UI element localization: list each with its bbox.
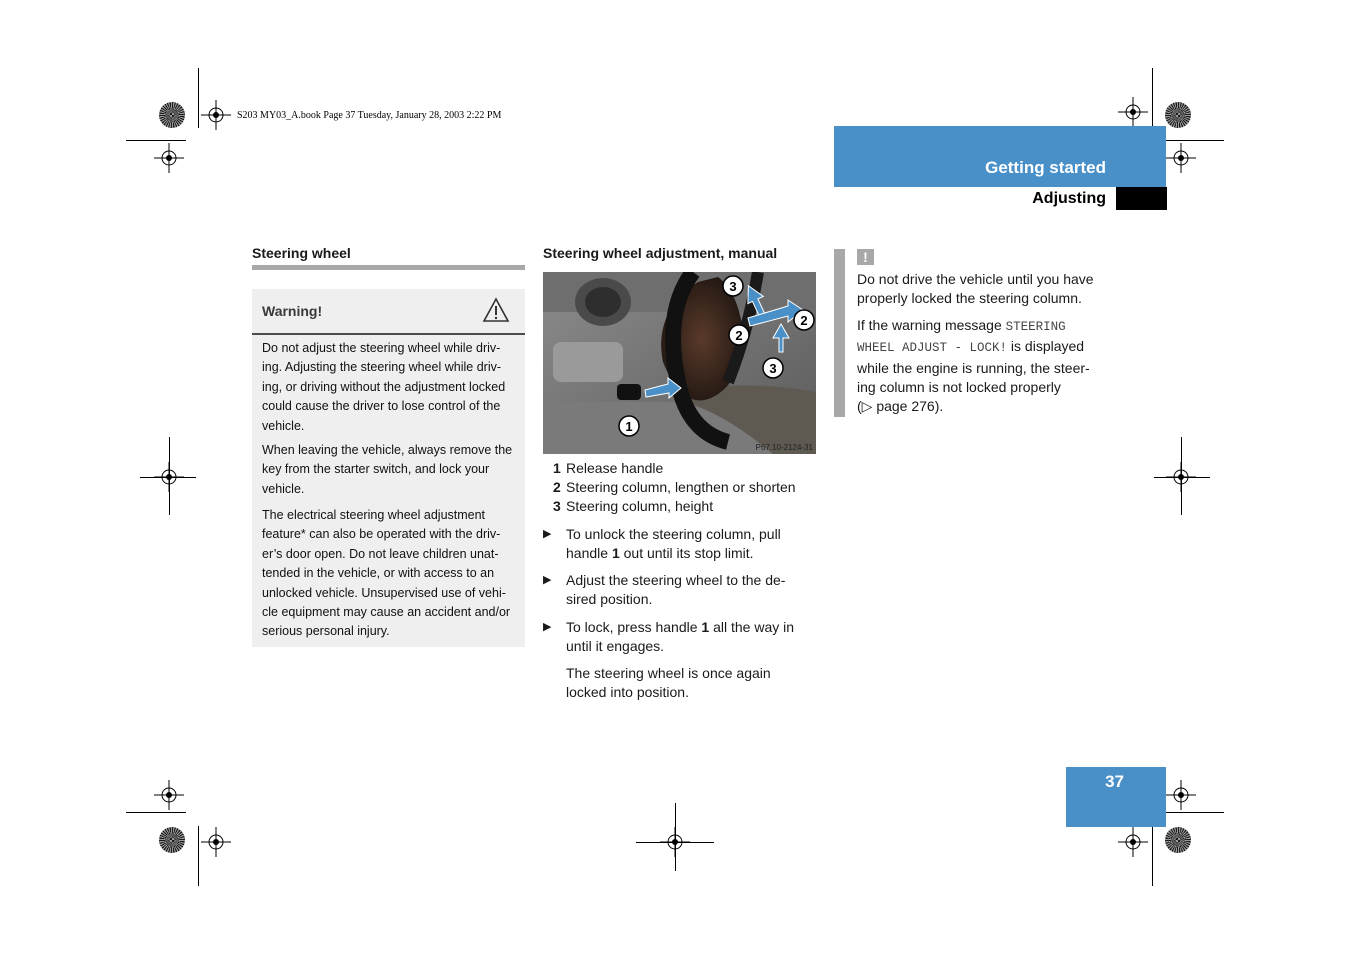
- crop-mark: [1164, 140, 1224, 141]
- figure-code: P67.10-2124-31: [755, 443, 813, 452]
- registration-target-icon: [154, 143, 184, 173]
- figure-callout: 2: [735, 328, 743, 343]
- bullet-arrow-icon: ▶: [543, 528, 552, 540]
- heading-rule: [252, 265, 525, 270]
- result-text: The steering wheel is once again locked into position.: [566, 665, 771, 700]
- color-rosette: [1165, 827, 1191, 853]
- bullet-arrow-icon: ▶: [543, 621, 552, 633]
- instruction-step: ▶ To unlock the steering column, pull handle 1 out until its stop limit.: [543, 526, 781, 561]
- crop-mark: [169, 437, 170, 515]
- color-rosette: [159, 827, 185, 853]
- warning-divider: [252, 333, 525, 335]
- crop-mark: [1152, 826, 1153, 886]
- figure-callout: 2: [800, 313, 808, 328]
- warning-paragraph: When leaving the vehicle, always remove the key from the starter switch, and lock your vehicle.: [262, 443, 513, 496]
- legend-item: 2 Steering column, lengthen or shorten: [553, 479, 796, 495]
- color-rosette: [159, 102, 185, 128]
- crop-mark: [636, 842, 714, 843]
- warning-paragraph: The electrical steering wheel adjustment feature* can also be operated with the driv-er’s door open. Do not leave children unat-tended in the vehicle, or with access to an unlocked vehicle. Unsupervised use of vehi-cle equipment may cause an accident and/or serious personal injury.: [262, 508, 511, 639]
- thumb-index-block: [1116, 187, 1167, 210]
- subsection-title: Adjusting: [1032, 190, 1106, 207]
- crop-mark: [140, 477, 196, 478]
- legend-item: 1 Release handle: [553, 460, 664, 476]
- section-title: Getting started: [985, 158, 1106, 177]
- registration-target-icon: [201, 100, 231, 130]
- crop-mark: [198, 826, 199, 886]
- warning-paragraph: Do not adjust the steering wheel while driv-ing. Adjusting the steering wheel while driv-ing, or driving without the adjustment locked could cause the driver to lose control of the vehicle.: [262, 341, 506, 433]
- crop-mark: [675, 803, 676, 871]
- section-heading: Steering wheel: [252, 245, 351, 261]
- registration-target-icon: [1166, 143, 1196, 173]
- registration-target-icon: [1118, 97, 1148, 127]
- page-number: 37: [1105, 772, 1124, 791]
- legend-item: 3 Steering column, height: [553, 498, 714, 514]
- figure-callout: 3: [729, 279, 737, 294]
- note-paragraph: Do not drive the vehicle until you have properly locked the steering column.: [857, 271, 1094, 307]
- display-message: STEERING WHEEL ADJUST - LOCK!: [857, 320, 1066, 356]
- warning-triangle-icon: [482, 297, 510, 323]
- instruction-step: ▶ To lock, press handle 1 all the way in until it engages.: [543, 619, 795, 654]
- bullet-arrow-icon: ▶: [543, 574, 552, 586]
- crop-mark: [198, 68, 199, 128]
- registration-target-icon: [1166, 780, 1196, 810]
- registration-target-icon: [154, 780, 184, 810]
- figure-callout: 3: [769, 361, 777, 376]
- crop-mark: [1164, 812, 1224, 813]
- instruction-step: ▶ Adjust the steering wheel to the de-sired position.: [543, 572, 786, 607]
- note-bar: [834, 249, 845, 417]
- crop-mark: [126, 140, 186, 141]
- color-rosette: [1165, 102, 1191, 128]
- figure-callout: 1: [625, 419, 633, 434]
- page-reference[interactable]: (▷ page 276).: [857, 398, 944, 415]
- crop-mark: [1152, 68, 1153, 128]
- crop-mark: [126, 812, 186, 813]
- section-heading: Steering wheel adjustment, manual: [543, 245, 778, 261]
- print-info: S203 MY03_A.book Page 37 Tuesday, January 28, 2003 2:22 PM: [237, 110, 502, 121]
- crop-mark: [1181, 437, 1182, 515]
- crop-mark: [1154, 477, 1210, 478]
- note-paragraph: If the warning message STEERING WHEEL ADJUST - LOCK! is displayed while the engine is running, the steer-ing column is not locked properly (▷ page 276).: [857, 317, 1090, 415]
- exclamation-icon: !: [857, 249, 874, 265]
- warning-title: Warning!: [262, 303, 323, 319]
- registration-target-icon: [201, 827, 231, 857]
- steering-wheel-figure: [543, 272, 816, 454]
- registration-target-icon: [1118, 827, 1148, 857]
